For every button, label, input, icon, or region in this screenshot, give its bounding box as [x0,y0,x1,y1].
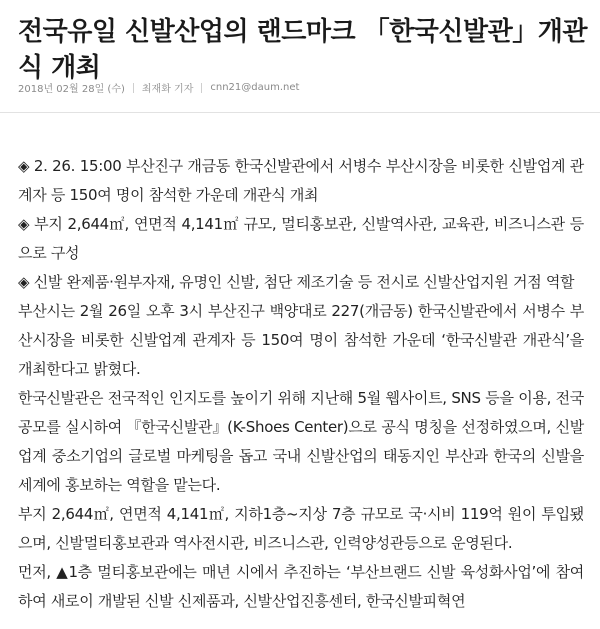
body-paragraph: 부산시는 2월 26일 오후 3시 부산진구 백양대로 227(개금동) 한국신발관에서 서병수 부산시장을 비롯한 신발업계 관계자 등 150여 명이 참석한 가운데 ‘한국신발관 개관식’을 개최한다고 밝혔다. [18,302,584,378]
summary-bullet: ◈ 부지 2,644㎡, 연면적 4,141㎡ 규모, 멀티홍보관, 신발역사관, 교육관, 비즈니스관 등으로 구성 [18,215,584,262]
summary-bullet: ◈ 신발 완제품·원부자재, 유명인 신발, 첨단 제조기술 등 전시로 신발산업지원 거점 역할 [18,273,575,291]
article-body [18,152,584,616]
body-paragraph: 부지 2,644㎡, 연면적 4,141㎡, 지하1층~지상 7층 규모로 국·시비 119억 원이 투입됐으며, 신발멀티홍보관과 역사전시관, 비즈니스관, 인력양성관등으로 운영된다. [18,505,584,552]
header-divider [0,112,600,113]
article-date: 2018년 02월 28일 (수) [18,84,125,95]
article-meta [18,80,299,95]
article-email[interactable]: cnn21@daum.net [210,82,300,93]
meta-separator [201,83,202,93]
article-title: 전국유일 신발산업의 랜드마크 「한국신발관」개관식 개최 [18,17,587,83]
meta-separator [133,83,134,93]
body-paragraph: 한국신발관은 전국적인 인지도를 높이기 위해 지난해 5월 웹사이트, SNS 등을 이용, 전국공모를 실시하여 『한국신발관』(K-Shoes Center)으로 공식 명칭을 선정하였으며, 신발업계 중소기업의 글로벌 마케팅을 돕고 국내 신발산업의 태동지인 부산과 한국의 신발을 세계에 홍보하는 역할을 맡는다. [18,389,584,494]
article-author[interactable]: 최재화 기자 [141,84,194,95]
summary-bullet: ◈ 2. 26. 15:00 부산진구 개금동 한국신발관에서 서병수 부산시장을 비롯한 신발업계 관계자 등 150여 명이 참석한 가운데 개관식 개최 [18,157,584,204]
body-paragraph: 먼저, ▲1층 멀티홍보관에는 매년 시에서 추진하는 ‘부산브랜드 신발 육성화사업’에 참여하여 새로이 개발된 신발 신제품과, 신발산업진흥센터, 한국신발피혁연 [18,563,584,610]
